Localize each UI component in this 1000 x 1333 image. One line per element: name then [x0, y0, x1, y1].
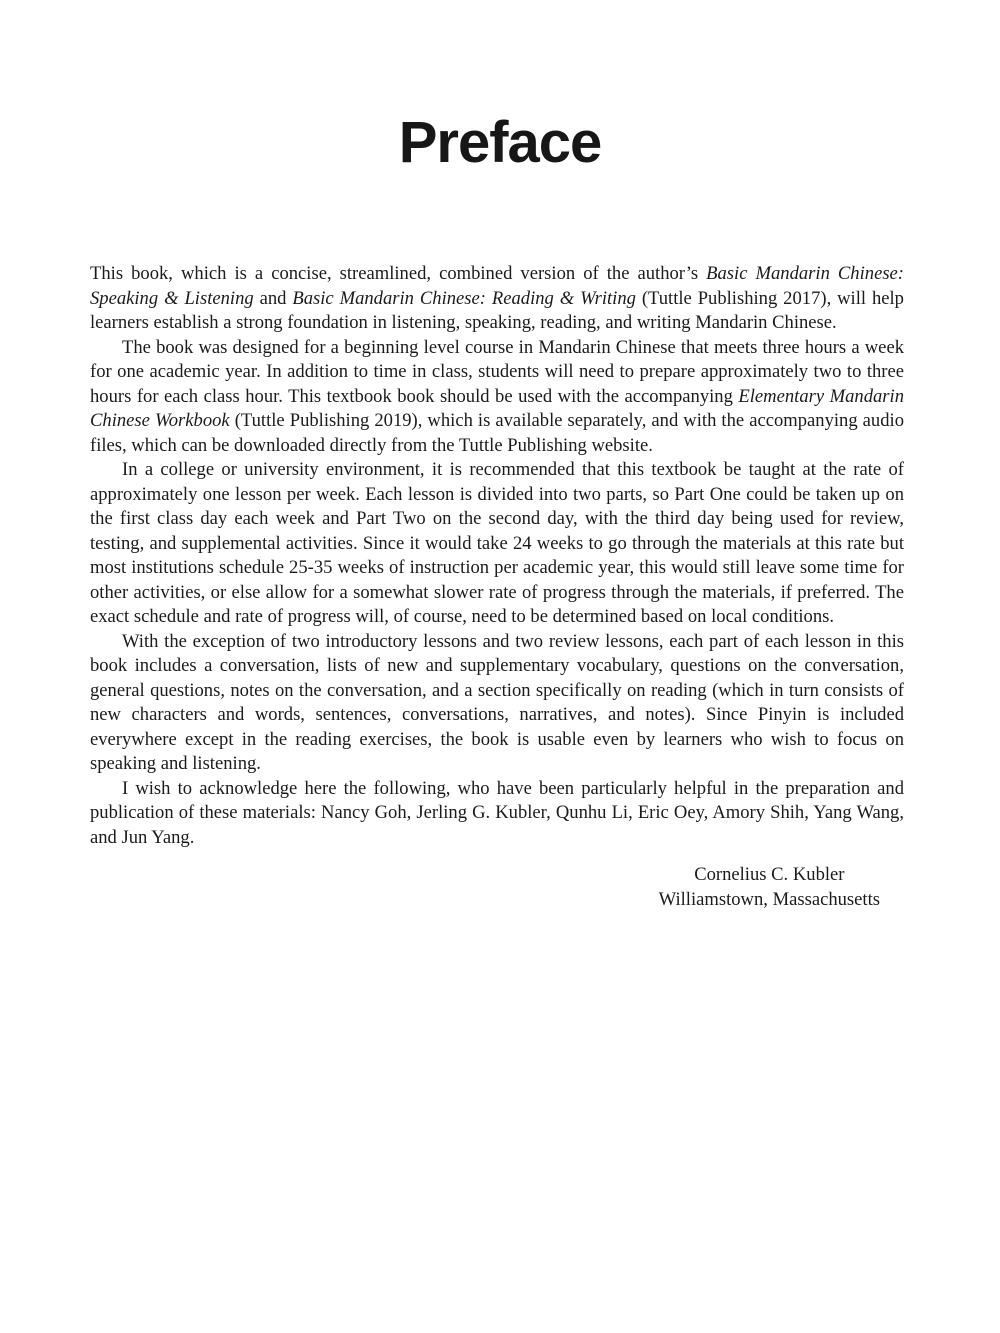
paragraph-1 [90, 262, 904, 336]
text-run: (Tuttle Publishing 2019), which is available separately, and with the accompanying audio files, which can be downloaded directly from the Tuttle Publishing website. [90, 410, 904, 456]
preface-body [90, 262, 904, 912]
signature-block [659, 863, 880, 912]
book-title-italic: Elementary Mandarin Chinese Workbook [90, 385, 904, 431]
text-run: (Tuttle Publishing 2017), will help learners establish a strong foundation in listening, speaking, reading, and writing Mandarin Chinese. [90, 287, 904, 333]
paragraph-4 [90, 630, 904, 777]
text-run: The book was designed for a beginning level course in Mandarin Chinese that meets three hours a week for one academic year. In addition to time in class, students will need to prepare approximately two to three hours for each class hour. This textbook book should be used with the accompanying [90, 336, 904, 407]
paragraph-5 [90, 777, 904, 851]
paragraph-2 [90, 336, 904, 459]
text-run: In a college or university environment, it is recommended that this textbook be taught at the rate of approximately one lesson per week. Each lesson is divided into two parts, so Part One could be taken up on the first class day each week and Part Two on the second day, with the third day being used for review, testing, and supplemental activities. Since it would take 24 weeks to go through the materials at this rate but most institutions schedule 25-35 weeks of instruction per academic year, this would still leave some time for other activities, or else allow for a somewhat slower rate of progress through the materials, if preferred. The exact schedule and rate of progress will, of course, need to be determined based on local conditions. [90, 459, 904, 627]
book-title-italic: Basic Mandarin Chinese: Reading & Writing [292, 287, 636, 309]
signature-name: Cornelius C. Kubler [694, 864, 845, 885]
book-title-italic: Basic Mandarin Chinese: Speaking & Listening [90, 263, 905, 309]
text-run: and [253, 287, 293, 309]
text-run: This book, which is a concise, streamlined, combined version of the author’s [90, 263, 707, 284]
page-title: Preface [398, 110, 602, 175]
text-run: With the exception of two introductory lessons and two review lessons, each part of each lesson in this book includes a conversation, lists of new and supplementary vocabulary, questions on the conversation, general questions, notes on the conversation, and a section specifically on reading (which in turn consists of new characters and words, sentences, conversations, narratives, and notes). Since Pinyin is included everywhere except in the reading exercises, the book is usable even by learners who wish to focus on speaking and listening. [90, 630, 904, 774]
signature-location: Williamstown, Massachusetts [658, 888, 880, 910]
text-run: I wish to acknowledge here the following, who have been particularly helpful in the preparation and publication of these materials: Nancy Goh, Jerling G. Kubler, Qunhu Li, Eric Oey, Amory Shih, Yang Wang, and Jun Yang. [90, 777, 904, 848]
paragraph-3 [90, 458, 904, 630]
